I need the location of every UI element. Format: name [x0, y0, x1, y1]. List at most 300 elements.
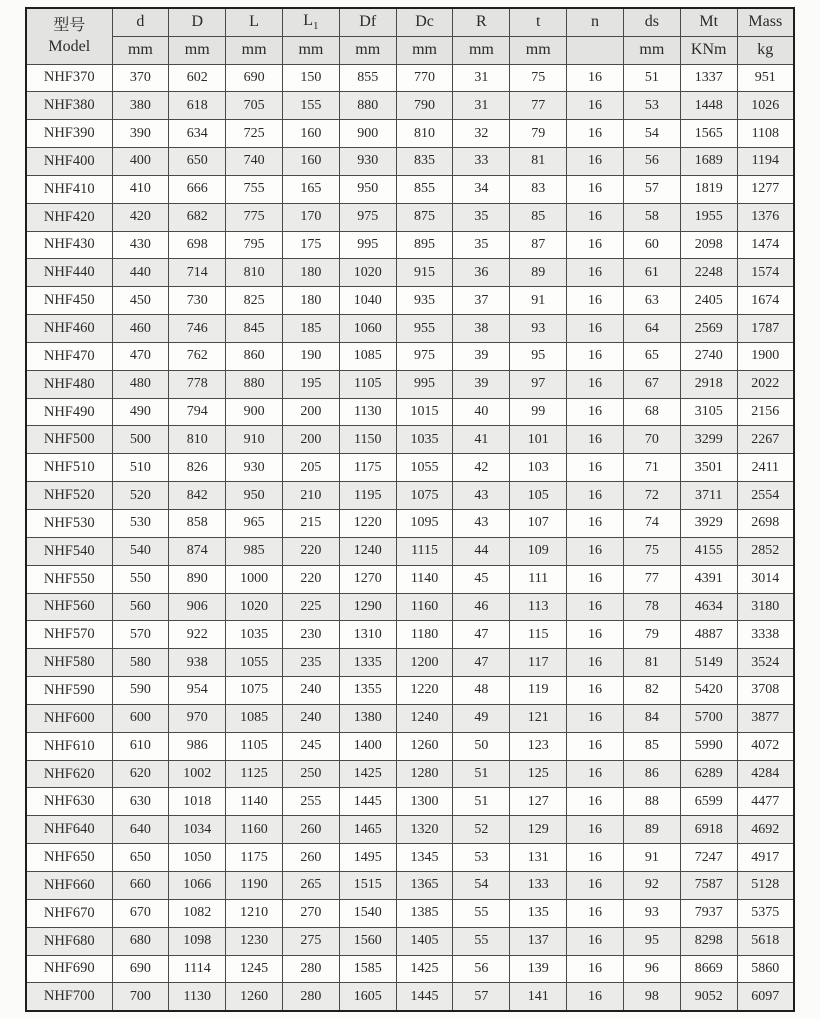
value-cell: 74	[623, 510, 680, 538]
value-cell: 5149	[680, 649, 737, 677]
value-cell: 16	[567, 788, 624, 816]
value-cell: 16	[567, 287, 624, 315]
value-cell: 33	[453, 148, 510, 176]
value-cell: 160	[282, 120, 339, 148]
value-cell: 111	[510, 565, 567, 593]
value-cell: 45	[453, 565, 510, 593]
model-cell: NHF430	[26, 231, 112, 259]
value-cell: 115	[510, 621, 567, 649]
value-cell: 105	[510, 482, 567, 510]
value-cell: 93	[623, 899, 680, 927]
value-cell: 1574	[737, 259, 794, 287]
value-cell: 975	[339, 203, 396, 231]
column-header-r: R	[453, 8, 510, 36]
value-cell: 150	[282, 64, 339, 92]
value-cell: 51	[623, 64, 680, 92]
value-cell: 2918	[680, 370, 737, 398]
value-cell: 85	[510, 203, 567, 231]
value-cell: 175	[282, 231, 339, 259]
value-cell: 83	[510, 175, 567, 203]
table-row	[26, 955, 794, 983]
value-cell: 86	[623, 760, 680, 788]
value-cell: 730	[169, 287, 226, 315]
value-cell: 77	[510, 92, 567, 120]
table-row	[26, 704, 794, 732]
value-cell: 460	[112, 315, 169, 343]
value-cell: 1082	[169, 899, 226, 927]
column-header-t: t	[510, 8, 567, 36]
value-cell: 127	[510, 788, 567, 816]
value-cell: 16	[567, 871, 624, 899]
value-cell: 1075	[396, 482, 453, 510]
value-cell: 250	[282, 760, 339, 788]
value-cell: 954	[169, 677, 226, 705]
value-cell: 55	[453, 927, 510, 955]
value-cell: 56	[453, 955, 510, 983]
value-cell: 8669	[680, 955, 737, 983]
value-cell: 795	[226, 231, 283, 259]
value-cell: 3711	[680, 482, 737, 510]
column-header-dc: Dc	[396, 8, 453, 36]
value-cell: 68	[623, 398, 680, 426]
model-cell: NHF520	[26, 482, 112, 510]
value-cell: 98	[623, 983, 680, 1011]
value-cell: 935	[396, 287, 453, 315]
value-cell: 910	[226, 426, 283, 454]
value-cell: 600	[112, 704, 169, 732]
value-cell: 255	[282, 788, 339, 816]
value-cell: 1175	[226, 844, 283, 872]
value-cell: 1445	[396, 983, 453, 1011]
value-cell: 778	[169, 370, 226, 398]
value-cell: 52	[453, 816, 510, 844]
column-header-ds: ds	[623, 8, 680, 36]
table-row	[26, 482, 794, 510]
value-cell: 1060	[339, 315, 396, 343]
value-cell: 680	[112, 927, 169, 955]
value-cell: 858	[169, 510, 226, 538]
column-unit-mm: mm	[282, 36, 339, 64]
value-cell: 260	[282, 844, 339, 872]
value-cell: 682	[169, 203, 226, 231]
value-cell: 1605	[339, 983, 396, 1011]
value-cell: 1425	[396, 955, 453, 983]
value-cell: 1240	[339, 537, 396, 565]
value-cell: 54	[453, 871, 510, 899]
value-cell: 195	[282, 370, 339, 398]
value-cell: 3524	[737, 649, 794, 677]
value-cell: 2569	[680, 315, 737, 343]
value-cell: 7247	[680, 844, 737, 872]
value-cell: 230	[282, 621, 339, 649]
table-body	[26, 64, 794, 1011]
value-cell: 1448	[680, 92, 737, 120]
column-header-l1: $L_1$	[282, 8, 339, 36]
model-cell: NHF390	[26, 120, 112, 148]
model-cell: NHF610	[26, 732, 112, 760]
value-cell: 95	[510, 342, 567, 370]
value-cell: 875	[396, 203, 453, 231]
value-cell: 2022	[737, 370, 794, 398]
value-cell: 41	[453, 426, 510, 454]
value-cell: 16	[567, 175, 624, 203]
value-cell: 39	[453, 342, 510, 370]
value-cell: 64	[623, 315, 680, 343]
value-cell: 275	[282, 927, 339, 955]
column-unit-kg: kg	[737, 36, 794, 64]
table-row	[26, 732, 794, 760]
value-cell: 16	[567, 148, 624, 176]
table-row	[26, 342, 794, 370]
value-cell: 2852	[737, 537, 794, 565]
value-cell: 57	[453, 983, 510, 1011]
value-cell: 1560	[339, 927, 396, 955]
value-cell: 590	[112, 677, 169, 705]
value-cell: 44	[453, 537, 510, 565]
value-cell: 16	[567, 92, 624, 120]
value-cell: 16	[567, 816, 624, 844]
value-cell: 1787	[737, 315, 794, 343]
value-cell: 43	[453, 510, 510, 538]
value-cell: 1175	[339, 454, 396, 482]
table-row	[26, 175, 794, 203]
value-cell: 81	[623, 649, 680, 677]
table-row	[26, 621, 794, 649]
table-row	[26, 760, 794, 788]
value-cell: 220	[282, 537, 339, 565]
value-cell: 2740	[680, 342, 737, 370]
value-cell: 16	[567, 315, 624, 343]
value-cell: 1310	[339, 621, 396, 649]
value-cell: 16	[567, 482, 624, 510]
value-cell: 995	[396, 370, 453, 398]
value-cell: 53	[453, 844, 510, 872]
model-header-cn: 型号	[53, 16, 86, 34]
value-cell: 1002	[169, 760, 226, 788]
table-row	[26, 259, 794, 287]
table-row	[26, 231, 794, 259]
value-cell: 906	[169, 593, 226, 621]
value-cell: 762	[169, 342, 226, 370]
table-row	[26, 398, 794, 426]
model-cell: NHF560	[26, 593, 112, 621]
column-unit-mm: mm	[169, 36, 226, 64]
table-row	[26, 64, 794, 92]
value-cell: 410	[112, 175, 169, 203]
value-cell: 950	[339, 175, 396, 203]
value-cell: 5700	[680, 704, 737, 732]
value-cell: 714	[169, 259, 226, 287]
model-header-en: Model	[48, 38, 91, 56]
value-cell: 6289	[680, 760, 737, 788]
value-cell: 995	[339, 231, 396, 259]
table-row	[26, 649, 794, 677]
value-cell: 1376	[737, 203, 794, 231]
value-cell: 420	[112, 203, 169, 231]
value-cell: 1565	[680, 120, 737, 148]
table-row	[26, 788, 794, 816]
value-cell: 1400	[339, 732, 396, 760]
value-cell: 4155	[680, 537, 737, 565]
value-cell: 1245	[226, 955, 283, 983]
value-cell: 77	[623, 565, 680, 593]
value-cell: 65	[623, 342, 680, 370]
value-cell: 1345	[396, 844, 453, 872]
value-cell: 16	[567, 955, 624, 983]
value-cell: 1140	[226, 788, 283, 816]
value-cell: 16	[567, 621, 624, 649]
value-cell: 129	[510, 816, 567, 844]
value-cell: 3014	[737, 565, 794, 593]
value-cell: 3501	[680, 454, 737, 482]
value-cell: 215	[282, 510, 339, 538]
value-cell: 810	[226, 259, 283, 287]
value-cell: 440	[112, 259, 169, 287]
value-cell: 16	[567, 704, 624, 732]
model-cell: NHF490	[26, 398, 112, 426]
model-cell: NHF650	[26, 844, 112, 872]
value-cell: 5420	[680, 677, 737, 705]
value-cell: 1689	[680, 148, 737, 176]
value-cell: 580	[112, 649, 169, 677]
value-cell: 63	[623, 287, 680, 315]
value-cell: 1405	[396, 927, 453, 955]
value-cell: 2405	[680, 287, 737, 315]
value-cell: 16	[567, 983, 624, 1011]
value-cell: 16	[567, 64, 624, 92]
value-cell: 4634	[680, 593, 737, 621]
value-cell: 618	[169, 92, 226, 120]
value-cell: 47	[453, 621, 510, 649]
model-cell: NHF570	[26, 621, 112, 649]
column-unit-empty	[567, 36, 624, 64]
table-row	[26, 927, 794, 955]
value-cell: 240	[282, 677, 339, 705]
value-cell: 1180	[396, 621, 453, 649]
value-cell: 210	[282, 482, 339, 510]
value-cell: 1230	[226, 927, 283, 955]
value-cell: 1055	[396, 454, 453, 482]
value-cell: 1000	[226, 565, 283, 593]
value-cell: 1540	[339, 899, 396, 927]
value-cell: 1190	[226, 871, 283, 899]
model-cell: NHF640	[26, 816, 112, 844]
value-cell: 4284	[737, 760, 794, 788]
value-cell: 3180	[737, 593, 794, 621]
value-cell: 103	[510, 454, 567, 482]
value-cell: 3299	[680, 426, 737, 454]
value-cell: 1114	[169, 955, 226, 983]
value-cell: 740	[226, 148, 283, 176]
value-cell: 72	[623, 482, 680, 510]
value-cell: 794	[169, 398, 226, 426]
value-cell: 1075	[226, 677, 283, 705]
value-cell: 826	[169, 454, 226, 482]
value-cell: 986	[169, 732, 226, 760]
value-cell: 1270	[339, 565, 396, 593]
value-cell: 698	[169, 231, 226, 259]
value-cell: 1160	[396, 593, 453, 621]
value-cell: 91	[623, 844, 680, 872]
value-cell: 225	[282, 593, 339, 621]
value-cell: 1050	[169, 844, 226, 872]
value-cell: 97	[510, 370, 567, 398]
value-cell: 53	[623, 92, 680, 120]
value-cell: 4477	[737, 788, 794, 816]
value-cell: 1105	[226, 732, 283, 760]
value-cell: 3708	[737, 677, 794, 705]
value-cell: 1260	[396, 732, 453, 760]
model-cell: NHF370	[26, 64, 112, 92]
value-cell: 630	[112, 788, 169, 816]
value-cell: 5128	[737, 871, 794, 899]
value-cell: 133	[510, 871, 567, 899]
value-cell: 123	[510, 732, 567, 760]
value-cell: 1674	[737, 287, 794, 315]
value-cell: 200	[282, 426, 339, 454]
value-cell: 16	[567, 565, 624, 593]
value-cell: 35	[453, 203, 510, 231]
value-cell: 4917	[737, 844, 794, 872]
value-cell: 71	[623, 454, 680, 482]
value-cell: 137	[510, 927, 567, 955]
value-cell: 6599	[680, 788, 737, 816]
value-cell: 88	[623, 788, 680, 816]
column-header-l: L	[226, 8, 283, 36]
model-cell: NHF670	[26, 899, 112, 927]
value-cell: 170	[282, 203, 339, 231]
value-cell: 755	[226, 175, 283, 203]
value-cell: 16	[567, 454, 624, 482]
value-cell: 58	[623, 203, 680, 231]
value-cell: 135	[510, 899, 567, 927]
value-cell: 47	[453, 649, 510, 677]
value-cell: 16	[567, 231, 624, 259]
value-cell: 955	[396, 315, 453, 343]
column-unit-knm: KNm	[680, 36, 737, 64]
value-cell: 500	[112, 426, 169, 454]
value-cell: 190	[282, 342, 339, 370]
value-cell: 200	[282, 398, 339, 426]
model-cell: NHF500	[26, 426, 112, 454]
value-cell: 185	[282, 315, 339, 343]
value-cell: 550	[112, 565, 169, 593]
value-cell: 1018	[169, 788, 226, 816]
value-cell: 1445	[339, 788, 396, 816]
value-cell: 1020	[226, 593, 283, 621]
value-cell: 835	[396, 148, 453, 176]
value-cell: 48	[453, 677, 510, 705]
value-cell: 874	[169, 537, 226, 565]
value-cell: 49	[453, 704, 510, 732]
value-cell: 880	[226, 370, 283, 398]
value-cell: 660	[112, 871, 169, 899]
column-header-df: Df	[339, 8, 396, 36]
value-cell: 922	[169, 621, 226, 649]
value-cell: 3338	[737, 621, 794, 649]
value-cell: 1066	[169, 871, 226, 899]
value-cell: 855	[396, 175, 453, 203]
value-cell: 1320	[396, 816, 453, 844]
value-cell: 16	[567, 537, 624, 565]
value-cell: 5618	[737, 927, 794, 955]
value-cell: 4072	[737, 732, 794, 760]
value-cell: 16	[567, 844, 624, 872]
value-cell: 1085	[226, 704, 283, 732]
value-cell: 205	[282, 454, 339, 482]
value-cell: 2411	[737, 454, 794, 482]
value-cell: 895	[396, 231, 453, 259]
table-row	[26, 510, 794, 538]
value-cell: 1015	[396, 398, 453, 426]
value-cell: 3105	[680, 398, 737, 426]
value-cell: 34	[453, 175, 510, 203]
value-cell: 1280	[396, 760, 453, 788]
value-cell: 810	[396, 120, 453, 148]
value-cell: 82	[623, 677, 680, 705]
value-cell: 99	[510, 398, 567, 426]
model-cell: NHF460	[26, 315, 112, 343]
value-cell: 16	[567, 203, 624, 231]
value-cell: 16	[567, 259, 624, 287]
value-cell: 965	[226, 510, 283, 538]
value-cell: 602	[169, 64, 226, 92]
model-cell: NHF550	[26, 565, 112, 593]
column-unit-mm: mm	[623, 36, 680, 64]
value-cell: 1220	[396, 677, 453, 705]
value-cell: 16	[567, 593, 624, 621]
value-cell: 842	[169, 482, 226, 510]
value-cell: 109	[510, 537, 567, 565]
model-cell: NHF680	[26, 927, 112, 955]
model-cell: NHF440	[26, 259, 112, 287]
flange-spec-table	[25, 7, 795, 1012]
value-cell: 1194	[737, 148, 794, 176]
value-cell: 1130	[339, 398, 396, 426]
column-unit-mm: mm	[339, 36, 396, 64]
value-cell: 16	[567, 398, 624, 426]
model-cell: NHF420	[26, 203, 112, 231]
value-cell: 5860	[737, 955, 794, 983]
value-cell: 265	[282, 871, 339, 899]
value-cell: 117	[510, 649, 567, 677]
value-cell: 93	[510, 315, 567, 343]
value-cell: 101	[510, 426, 567, 454]
model-cell: NHF580	[26, 649, 112, 677]
value-cell: 16	[567, 760, 624, 788]
value-cell: 1160	[226, 816, 283, 844]
value-cell: 160	[282, 148, 339, 176]
value-cell: 2267	[737, 426, 794, 454]
value-cell: 9052	[680, 983, 737, 1011]
value-cell: 1085	[339, 342, 396, 370]
value-cell: 670	[112, 899, 169, 927]
value-cell: 16	[567, 342, 624, 370]
value-cell: 1465	[339, 816, 396, 844]
value-cell: 280	[282, 955, 339, 983]
value-cell: 700	[112, 983, 169, 1011]
value-cell: 42	[453, 454, 510, 482]
value-cell: 1200	[396, 649, 453, 677]
value-cell: 39	[453, 370, 510, 398]
table-row	[26, 816, 794, 844]
value-cell: 540	[112, 537, 169, 565]
value-cell: 6918	[680, 816, 737, 844]
table-row	[26, 92, 794, 120]
value-cell: 1819	[680, 175, 737, 203]
value-cell: 1300	[396, 788, 453, 816]
value-cell: 2554	[737, 482, 794, 510]
